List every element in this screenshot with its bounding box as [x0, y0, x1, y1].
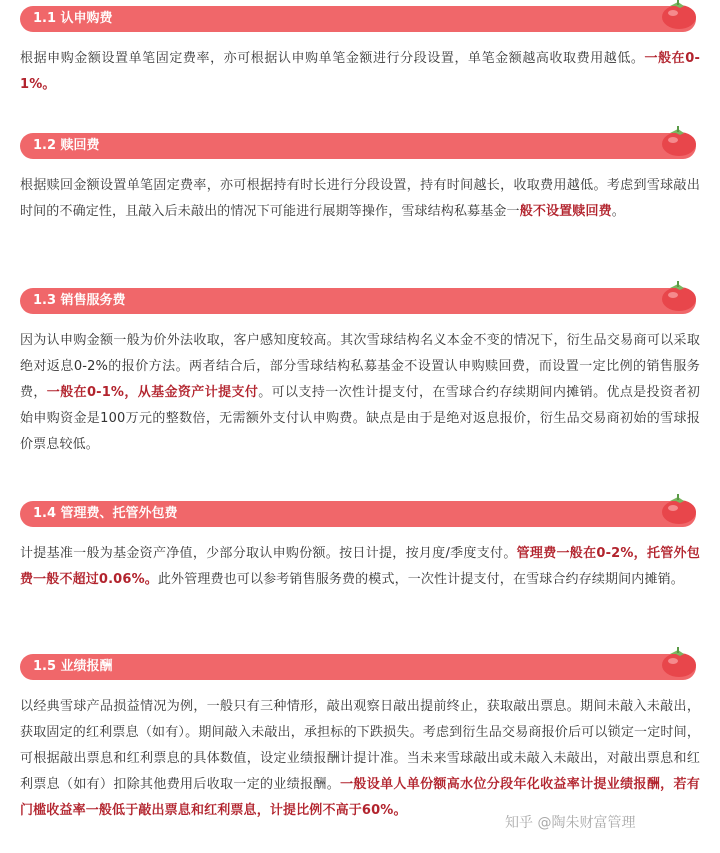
section-header — [20, 6, 696, 32]
paragraph-text: 根据赎回金额设置单笔固定费率，亦可根据持有时长进行分段设置，持有时间越长，收取费用越低。考虑到雪球敲出时间的不确定性，且敲入后未敲出的情况下可能进行展期等操作，雪球结构私募基金一 — [20, 178, 700, 219]
tomato-icon — [656, 279, 698, 315]
highlight-text: 管理费一般在0-2%，托管外包费一般不超过0.06%。 — [20, 546, 700, 587]
tomato-icon — [656, 645, 698, 681]
paragraph-text: 因为认申购金额一般为价外法收取，客户感知度较高。其次雪球结构名义本金不变的情况下，衍生品交易商可以采取绝对返息0-2%的报价方法。两者结合后，部分雪球结构私募基金不设置认申购赎回费，而设置一定比例的销售服务费， — [20, 333, 700, 400]
highlight-text: 一般设单人单份额高水位分段年化收益率计提业绩报酬，若有门槛收益率一般低于敲出票息和红利票息，计提比例不高于60%。 — [20, 777, 700, 818]
section-sales-service-fee — [0, 288, 720, 458]
section-title: 1.3 销售服务费 — [33, 293, 126, 308]
section-header — [20, 133, 696, 159]
section-redemption-fee — [0, 133, 720, 225]
section-title: 1.5 业绩报酬 — [33, 659, 113, 674]
watermark: 知乎 @陶朱财富管理 — [505, 815, 636, 831]
highlight-text: 一般在0-1%，从基金资产计提支付 — [46, 385, 259, 400]
section-title: 1.1 认申购费 — [33, 11, 113, 26]
highlight-text: 般不设置赎回费 — [519, 204, 612, 219]
section-management-custody-fee — [0, 501, 720, 593]
highlight-text: 一般在0-1%。 — [20, 51, 700, 92]
section-header — [20, 654, 696, 680]
paragraph-text: 此外管理费也可以参考销售服务费的模式，一次性计提支付，在雪球合约存续期间内摊销。 — [157, 572, 684, 587]
section-paragraph — [20, 46, 700, 98]
tomato-icon — [656, 492, 698, 528]
paragraph-text: 计提基准一般为基金资产净值，少部分取认申购份额。按日计提，按月度/季度支付。 — [20, 546, 517, 561]
tomato-icon — [656, 124, 698, 160]
tomato-icon — [656, 0, 698, 33]
section-performance-fee — [0, 654, 720, 824]
section-title: 1.4 管理费、托管外包费 — [33, 506, 178, 521]
paragraph-text: 。 — [611, 204, 625, 219]
paragraph-text: 根据申购金额设置单笔固定费率，亦可根据认申购单笔金额进行分段设置，单笔金额越高收取费用越低。 — [20, 51, 645, 66]
section-paragraph — [20, 541, 700, 593]
section-subscription-fee — [0, 6, 720, 98]
section-header — [20, 501, 696, 527]
paragraph-text: 。可以支持一次性计提支付，在雪球合约存续期间内摊销。优点是投资者初始申购资金是100万元的整数倍，无需额外支付认申购费。缺点是由于是绝对返息报价，衍生品交易商初始的雪球报价票息较低。 — [20, 385, 700, 452]
section-paragraph — [20, 328, 700, 458]
section-paragraph — [20, 173, 700, 225]
section-title: 1.2 赎回费 — [33, 138, 100, 153]
section-header — [20, 288, 696, 314]
section-paragraph — [20, 694, 700, 824]
paragraph-text: 以经典雪球产品损益情况为例，一般只有三种情形，敲出观察日敲出提前终止，获取敲出票息。期间未敲入未敲出，获取固定的红利票息（如有）。期间敲入未敲出，承担标的下跌损失。考虑到衍生品交易商报价后可以锁定一定时间，可根据敲出票息和红利票息的具体数值，设定业绩报酬计提计准。当未来雪球敲出或未敲入未敲出，对敲出票息和红利票息（如有）扣除其他费用后收取一定的业绩报酬。 — [20, 699, 700, 792]
